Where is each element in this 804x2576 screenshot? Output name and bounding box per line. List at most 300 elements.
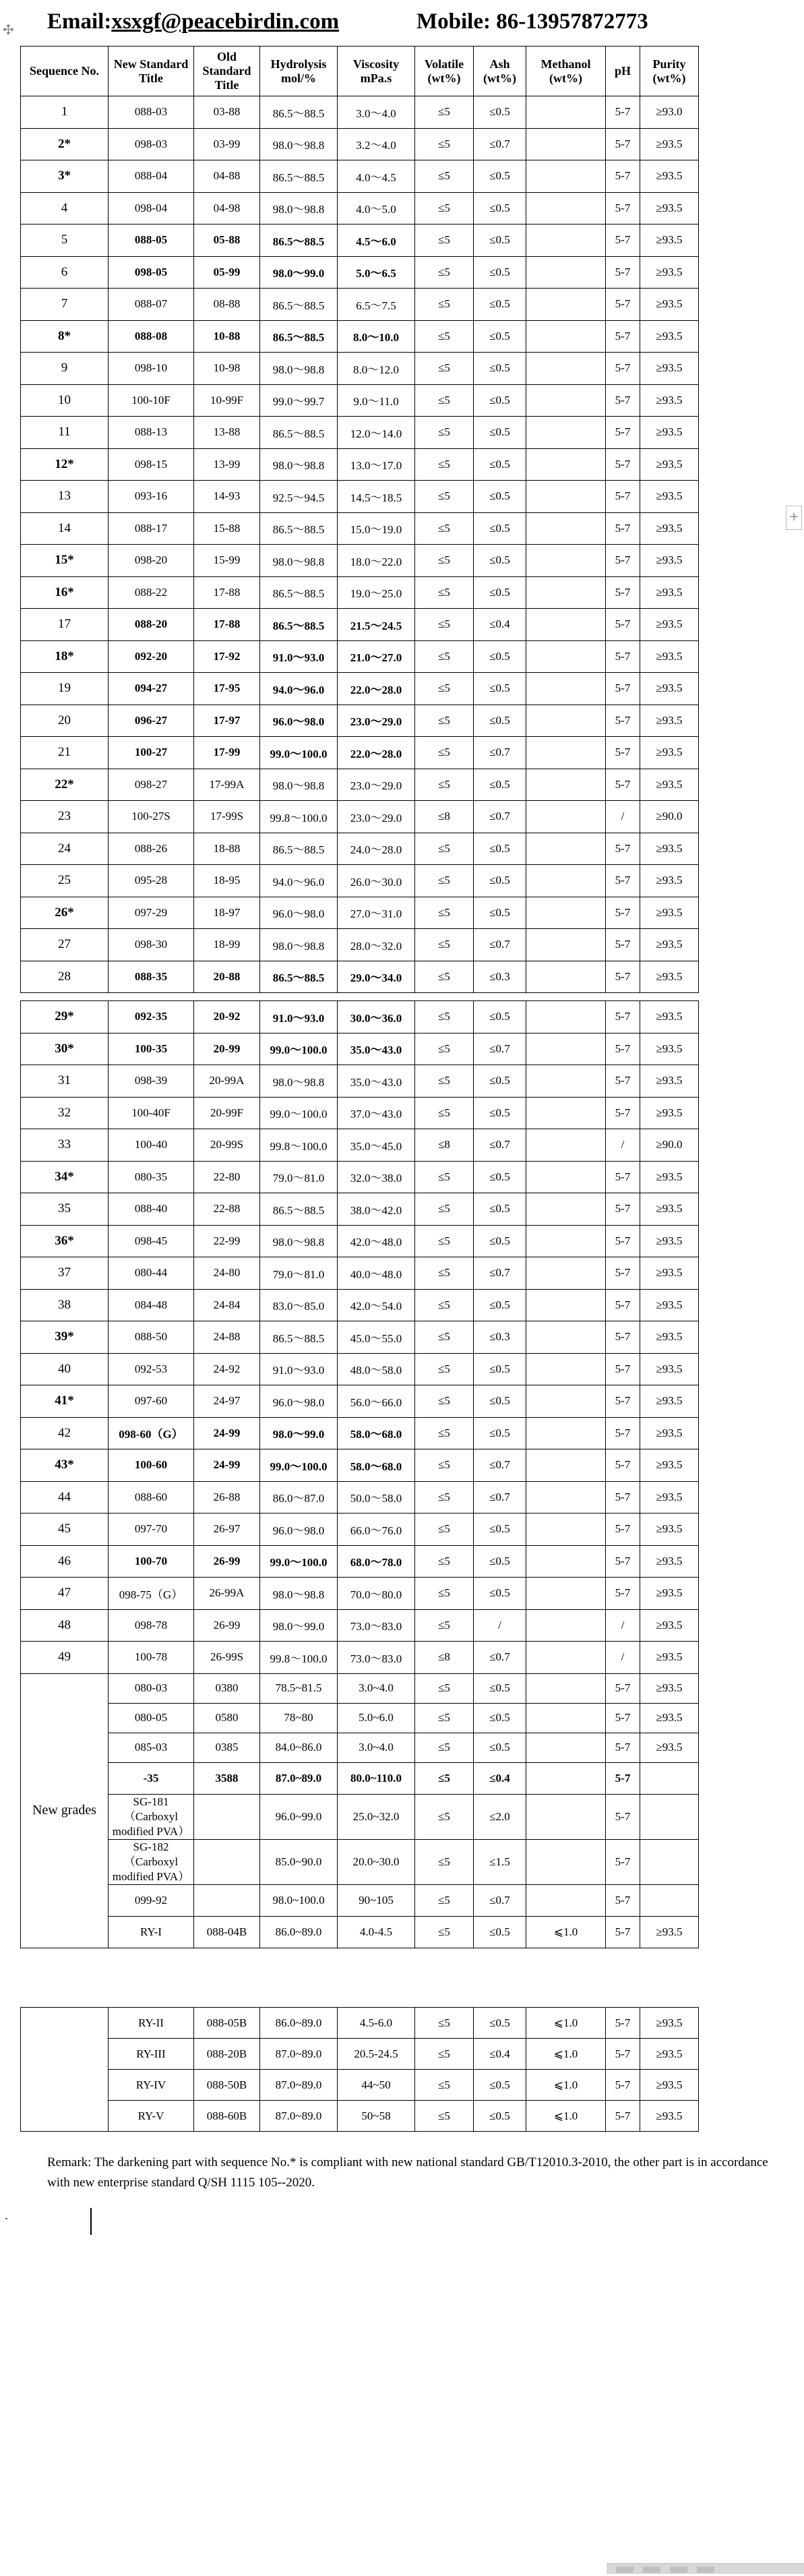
email-link[interactable]: xsxgf@peacebirdin.com bbox=[111, 9, 340, 34]
new-title-cell: 098-60（G） bbox=[109, 1417, 194, 1449]
sequence-cell: 49 bbox=[21, 1642, 109, 1674]
new-grade-row bbox=[21, 1733, 699, 1762]
new-title-cell: 098-45 bbox=[109, 1225, 194, 1257]
ash-cell: ≤0.5 bbox=[474, 289, 526, 321]
new-title-cell: 092-20 bbox=[109, 640, 194, 673]
methanol-cell bbox=[526, 1839, 606, 1884]
table-row bbox=[21, 1385, 699, 1418]
old-title-cell: 18-88 bbox=[194, 833, 260, 865]
volatile-cell: ≤5 bbox=[415, 1033, 474, 1065]
hydrolysis-cell: 86.5～88.5 bbox=[260, 417, 338, 449]
ash-cell: ≤0.4 bbox=[474, 2039, 526, 2070]
viscosity-cell: 68.0～78.0 bbox=[338, 1545, 415, 1578]
table-row bbox=[21, 1097, 699, 1129]
purity-cell: ≥93.5 bbox=[640, 897, 699, 929]
new-title-cell: 098-15 bbox=[109, 448, 194, 481]
new-title-cell: RY-IV bbox=[109, 2070, 194, 2101]
table-row bbox=[21, 833, 699, 865]
ash-cell: ≤0.7 bbox=[474, 1449, 526, 1482]
viscosity-cell: 29.0～34.0 bbox=[338, 961, 415, 993]
volatile-cell: ≤5 bbox=[415, 2101, 474, 2132]
volatile-cell: ≤5 bbox=[415, 481, 474, 513]
viscosity-cell: 23.0～29.0 bbox=[338, 769, 415, 801]
hydrolysis-cell: 91.0～93.0 bbox=[260, 1001, 338, 1034]
volatile-cell: ≤5 bbox=[415, 289, 474, 321]
purity-cell: ≥93.5 bbox=[640, 1481, 699, 1514]
old-title-cell: 10-99F bbox=[194, 384, 260, 417]
old-title-cell: 17-99 bbox=[194, 737, 260, 769]
sequence-header: Sequence No. bbox=[21, 47, 109, 96]
methanol-cell bbox=[526, 801, 606, 833]
old-title-cell: 0580 bbox=[194, 1703, 260, 1733]
new-title-cell: SG-181（Carboxyl modified PVA） bbox=[109, 1794, 194, 1839]
viscosity-cell: 3.0～4.0 bbox=[338, 96, 415, 129]
volatile-cell: ≤5 bbox=[415, 1884, 474, 1916]
ph-cell: 5-7 bbox=[606, 1289, 640, 1321]
viscosity-cell: 3.0~4.0 bbox=[338, 1733, 415, 1762]
table-row bbox=[21, 1449, 699, 1482]
new-title-cell: 088-20 bbox=[109, 609, 194, 641]
volatile-cell: ≤5 bbox=[415, 128, 474, 160]
new-title-cell: 098-75（G） bbox=[109, 1578, 194, 1610]
table-row bbox=[21, 1578, 699, 1610]
sequence-cell: 44 bbox=[21, 1481, 109, 1514]
sequence-cell: 10 bbox=[21, 384, 109, 417]
table-row bbox=[21, 128, 699, 160]
volatile-cell: ≤5 bbox=[415, 1794, 474, 1839]
purity-cell: ≥93.5 bbox=[640, 1033, 699, 1065]
old-title-cell: 24-92 bbox=[194, 1353, 260, 1385]
hydrolysis-cell: 86.5～88.5 bbox=[260, 833, 338, 865]
hydrolysis-cell: 87.0~89.0 bbox=[260, 2039, 338, 2070]
viscosity-cell: 12.0～14.0 bbox=[338, 417, 415, 449]
old-title-cell: 22-80 bbox=[194, 1161, 260, 1193]
viscosity-cell: 14.5～18.5 bbox=[338, 481, 415, 513]
sequence-cell: 21 bbox=[21, 737, 109, 769]
status-indicator[interactable] bbox=[670, 2567, 687, 2573]
volatile-cell: ≤5 bbox=[415, 1097, 474, 1129]
ph-cell: 5-7 bbox=[606, 1193, 640, 1226]
volatile-cell: ≤8 bbox=[415, 1642, 474, 1674]
viscosity-cell: 4.0～4.5 bbox=[338, 160, 415, 193]
volatile-cell: ≤5 bbox=[415, 2070, 474, 2101]
volatile-cell: ≤5 bbox=[415, 1193, 474, 1226]
sequence-cell: 34* bbox=[21, 1161, 109, 1193]
sequence-cell: 38 bbox=[21, 1289, 109, 1321]
methanol-cell bbox=[526, 448, 606, 481]
ash-cell: ≤0.5 bbox=[474, 1673, 526, 1703]
old-title-cell bbox=[194, 1884, 260, 1916]
purity-cell: ≥93.5 bbox=[640, 1449, 699, 1482]
purity-cell: ≥93.5 bbox=[640, 865, 699, 897]
methanol-cell bbox=[526, 673, 606, 705]
ph-cell: / bbox=[606, 801, 640, 833]
ash-cell: ≤0.5 bbox=[474, 1225, 526, 1257]
viscosity-cell: 21.5～24.5 bbox=[338, 609, 415, 641]
purity-cell bbox=[640, 1884, 699, 1916]
old-title-cell: 18-97 bbox=[194, 897, 260, 929]
table-row bbox=[21, 2070, 699, 2101]
ash-cell: ≤0.5 bbox=[474, 545, 526, 577]
hydrolysis-cell: 99.0～99.7 bbox=[260, 384, 338, 417]
ph-cell: 5-7 bbox=[606, 1839, 640, 1884]
new-title-cell: 088-50 bbox=[109, 1321, 194, 1354]
hydrolysis-cell: 99.0～100.0 bbox=[260, 1097, 338, 1129]
purity-cell: ≥93.5 bbox=[640, 128, 699, 160]
ph-header: pH bbox=[606, 47, 640, 96]
old-title-header: Old Standard Title bbox=[194, 47, 260, 96]
hydrolysis-cell: 99.0～100.0 bbox=[260, 1545, 338, 1578]
ph-cell: 5-7 bbox=[606, 1703, 640, 1733]
status-indicator[interactable] bbox=[697, 2567, 714, 2573]
new-title-cell: SG-182（Carboxyl modified PVA） bbox=[109, 1839, 194, 1884]
new-title-cell: 088-13 bbox=[109, 417, 194, 449]
volatile-cell: ≤5 bbox=[415, 576, 474, 609]
ash-cell: ≤0.7 bbox=[474, 1884, 526, 1916]
sequence-cell: 27 bbox=[21, 929, 109, 961]
purity-cell: ≥93.5 bbox=[640, 1161, 699, 1193]
purity-cell: ≥93.5 bbox=[640, 1065, 699, 1098]
methanol-cell bbox=[526, 769, 606, 801]
table-row bbox=[21, 353, 699, 385]
volatile-cell: ≤5 bbox=[415, 160, 474, 193]
table-row bbox=[21, 640, 699, 673]
volatile-cell: ≤5 bbox=[415, 1385, 474, 1418]
hydrolysis-cell: 86.0~89.0 bbox=[260, 2008, 338, 2039]
purity-cell: ≥93.5 bbox=[640, 320, 699, 353]
ph-cell: 5-7 bbox=[606, 224, 640, 257]
methanol-cell bbox=[526, 737, 606, 769]
mobile-number: Mobile: 86-13957872773 bbox=[416, 9, 648, 34]
viscosity-cell: 6.5～7.5 bbox=[338, 289, 415, 321]
volatile-cell: ≤8 bbox=[415, 1129, 474, 1162]
text-cursor[interactable] bbox=[90, 2208, 92, 2235]
viscosity-cell: 73.0～83.0 bbox=[338, 1609, 415, 1642]
ph-cell: 5-7 bbox=[606, 705, 640, 737]
new-title-cell: 098-05 bbox=[109, 256, 194, 289]
volatile-cell: ≤5 bbox=[415, 448, 474, 481]
sequence-cell: 8* bbox=[21, 320, 109, 353]
old-title-cell bbox=[194, 1794, 260, 1839]
ash-cell: ≤0.7 bbox=[474, 1129, 526, 1162]
table-move-handle-icon[interactable]: ✣ bbox=[3, 22, 14, 38]
purity-cell: ≥93.5 bbox=[640, 1642, 699, 1674]
purity-cell: ≥93.5 bbox=[640, 353, 699, 385]
email-line bbox=[47, 9, 339, 34]
ph-cell: 5-7 bbox=[606, 545, 640, 577]
ph-cell: 5-7 bbox=[606, 1001, 640, 1034]
ash-cell: ≤0.5 bbox=[474, 160, 526, 193]
volatile-cell: ≤5 bbox=[415, 1001, 474, 1034]
methanol-cell bbox=[526, 384, 606, 417]
sequence-cell: 15* bbox=[21, 545, 109, 577]
old-title-cell: 03-99 bbox=[194, 128, 260, 160]
ash-cell: ≤0.5 bbox=[474, 2008, 526, 2039]
old-title-cell: 0385 bbox=[194, 1733, 260, 1762]
methanol-cell bbox=[526, 1161, 606, 1193]
viscosity-cell: 22.0～28.0 bbox=[338, 673, 415, 705]
new-title-cell: 100-40 bbox=[109, 1129, 194, 1162]
ph-cell: 5-7 bbox=[606, 2070, 640, 2101]
purity-cell: ≥93.5 bbox=[640, 833, 699, 865]
new-title-cell: 088-35 bbox=[109, 961, 194, 993]
methanol-cell bbox=[526, 1225, 606, 1257]
hydrolysis-cell: 98.0～98.8 bbox=[260, 1225, 338, 1257]
sequence-cell: 24 bbox=[21, 833, 109, 865]
purity-cell: ≥93.5 bbox=[640, 2008, 699, 2039]
old-title-cell: 20-99A bbox=[194, 1065, 260, 1098]
purity-cell: ≥93.5 bbox=[640, 1916, 699, 1948]
methanol-cell bbox=[526, 1065, 606, 1098]
volatile-cell: ≤5 bbox=[415, 833, 474, 865]
purity-cell: ≥93.5 bbox=[640, 1385, 699, 1418]
ash-cell: / bbox=[474, 1609, 526, 1642]
ash-cell: ≤0.5 bbox=[474, 705, 526, 737]
new-grade-row bbox=[21, 1916, 699, 1948]
purity-cell: ≥93.5 bbox=[640, 1417, 699, 1449]
old-title-cell: 0380 bbox=[194, 1673, 260, 1703]
old-title-cell: 24-99 bbox=[194, 1417, 260, 1449]
new-title-cell: 080-35 bbox=[109, 1161, 194, 1193]
hydrolysis-cell: 99.0～100.0 bbox=[260, 737, 338, 769]
ph-cell: 5-7 bbox=[606, 640, 640, 673]
methanol-cell bbox=[526, 1001, 606, 1034]
volatile-cell: ≤8 bbox=[415, 801, 474, 833]
volatile-cell: ≤5 bbox=[415, 320, 474, 353]
ph-cell: 5-7 bbox=[606, 384, 640, 417]
table-row bbox=[21, 1065, 699, 1098]
methanol-cell bbox=[526, 1642, 606, 1674]
methanol-cell: ⩽1.0 bbox=[526, 2101, 606, 2132]
volatile-cell: ≤5 bbox=[415, 769, 474, 801]
methanol-cell bbox=[526, 1481, 606, 1514]
remark-note: Remark: The darkening part with sequence No.* is compliant with new national standard GB/T12010.3-2010, the other part is in accordance with new enterprise standard Q/SH 1115 105--2020. bbox=[47, 2155, 768, 2190]
hydrolysis-cell: 86.5～88.5 bbox=[260, 576, 338, 609]
purity-cell: ≥93.5 bbox=[640, 929, 699, 961]
ash-cell: ≤0.5 bbox=[474, 2101, 526, 2132]
new-title-cell: 095-28 bbox=[109, 865, 194, 897]
methanol-cell bbox=[526, 1353, 606, 1385]
old-title-cell: 20-92 bbox=[194, 1001, 260, 1034]
hydrolysis-cell: 86.5～88.5 bbox=[260, 320, 338, 353]
table-row bbox=[21, 929, 699, 961]
purity-cell bbox=[640, 1762, 699, 1794]
hydrolysis-cell: 98.0～98.8 bbox=[260, 192, 338, 224]
methanol-cell bbox=[526, 256, 606, 289]
ph-cell: / bbox=[606, 1609, 640, 1642]
ph-cell: 5-7 bbox=[606, 512, 640, 545]
hydrolysis-cell: 83.0～85.0 bbox=[260, 1289, 338, 1321]
table-row bbox=[21, 897, 699, 929]
sequence-cell: 22* bbox=[21, 769, 109, 801]
ash-cell: ≤0.5 bbox=[474, 1385, 526, 1418]
purity-header: Purity (wt%) bbox=[640, 47, 699, 96]
ph-cell: 5-7 bbox=[606, 961, 640, 993]
new-grades-label: New grades bbox=[21, 1673, 109, 1948]
old-title-cell: 26-88 bbox=[194, 1481, 260, 1514]
viscosity-cell: 73.0～83.0 bbox=[338, 1642, 415, 1674]
status-indicator[interactable] bbox=[616, 2567, 633, 2573]
volatile-cell: ≤5 bbox=[415, 1545, 474, 1578]
sequence-cell: 28 bbox=[21, 961, 109, 993]
ph-cell: 5-7 bbox=[606, 128, 640, 160]
ash-cell: ≤0.4 bbox=[474, 609, 526, 641]
table-row bbox=[21, 737, 699, 769]
table-row bbox=[21, 1001, 699, 1034]
sequence-cell: 7 bbox=[21, 289, 109, 321]
viscosity-cell: 44~50 bbox=[338, 2070, 415, 2101]
ph-cell: 5-7 bbox=[606, 1225, 640, 1257]
email-label: Email: bbox=[47, 9, 112, 34]
ph-cell: 5-7 bbox=[606, 256, 640, 289]
new-title-cell: 098-78 bbox=[109, 1609, 194, 1642]
new-title-cell: 088-40 bbox=[109, 1193, 194, 1226]
ash-cell: ≤0.5 bbox=[474, 1703, 526, 1733]
viscosity-cell: 22.0～28.0 bbox=[338, 737, 415, 769]
new-title-cell: 100-35 bbox=[109, 1033, 194, 1065]
table-row bbox=[21, 673, 699, 705]
viscosity-cell: 80.0~110.0 bbox=[338, 1762, 415, 1794]
table-row bbox=[21, 801, 699, 833]
volatile-cell: ≤5 bbox=[415, 1609, 474, 1642]
hydrolysis-cell: 98.0～98.8 bbox=[260, 448, 338, 481]
ash-cell: ≤0.5 bbox=[474, 1001, 526, 1034]
ash-cell: ≤0.5 bbox=[474, 2070, 526, 2101]
viscosity-cell: 37.0～43.0 bbox=[338, 1097, 415, 1129]
hydrolysis-cell: 86.5～88.5 bbox=[260, 96, 338, 129]
new-grade-row bbox=[21, 1703, 699, 1733]
volatile-cell: ≤5 bbox=[415, 640, 474, 673]
table-row bbox=[21, 1129, 699, 1162]
ash-cell: ≤0.7 bbox=[474, 801, 526, 833]
purity-cell: ≥93.5 bbox=[640, 1673, 699, 1703]
old-title-cell: 20-88 bbox=[194, 961, 260, 993]
viscosity-cell: 5.0～6.5 bbox=[338, 256, 415, 289]
table-row bbox=[21, 256, 699, 289]
methanol-cell: ⩽1.0 bbox=[526, 2070, 606, 2101]
new-title-cell: 088-05 bbox=[109, 224, 194, 257]
old-title-cell: 15-99 bbox=[194, 545, 260, 577]
purity-cell: ≥93.5 bbox=[640, 160, 699, 193]
viscosity-cell: 45.0～55.0 bbox=[338, 1321, 415, 1354]
ash-cell: ≤0.7 bbox=[474, 1642, 526, 1674]
old-title-cell: 20-99F bbox=[194, 1097, 260, 1129]
ph-cell: 5-7 bbox=[606, 737, 640, 769]
purity-cell: ≥93.5 bbox=[640, 2070, 699, 2101]
purity-cell: ≥93.5 bbox=[640, 545, 699, 577]
sequence-cell: 47 bbox=[21, 1578, 109, 1610]
purity-cell: ≥93.5 bbox=[640, 609, 699, 641]
methanol-cell bbox=[526, 1097, 606, 1129]
volatile-cell: ≤5 bbox=[415, 1225, 474, 1257]
methanol-cell bbox=[526, 1733, 606, 1762]
new-title-cell: 088-26 bbox=[109, 833, 194, 865]
table-row bbox=[21, 417, 699, 449]
old-title-cell: 17-99S bbox=[194, 801, 260, 833]
methanol-cell bbox=[526, 1514, 606, 1546]
purity-cell: ≥93.5 bbox=[640, 1257, 699, 1290]
hydrolysis-cell: 94.0～96.0 bbox=[260, 865, 338, 897]
methanol-cell bbox=[526, 1673, 606, 1703]
ash-cell: ≤2.0 bbox=[474, 1794, 526, 1839]
ash-cell: ≤0.4 bbox=[474, 1762, 526, 1794]
hydrolysis-cell: 87.0~89.0 bbox=[260, 2070, 338, 2101]
status-indicator[interactable] bbox=[643, 2567, 660, 2573]
hydrolysis-cell: 98.0～99.0 bbox=[260, 1609, 338, 1642]
viscosity-cell: 25.0~32.0 bbox=[338, 1794, 415, 1839]
purity-cell: ≥93.5 bbox=[640, 1733, 699, 1762]
viscosity-header: Viscosity mPa.s bbox=[338, 47, 415, 96]
methanol-cell bbox=[526, 289, 606, 321]
methanol-cell bbox=[526, 705, 606, 737]
ash-cell: ≤0.5 bbox=[474, 96, 526, 129]
new-title-cell: 097-29 bbox=[109, 897, 194, 929]
hydrolysis-cell: 98.0~100.0 bbox=[260, 1884, 338, 1916]
ph-cell: 5-7 bbox=[606, 1385, 640, 1418]
old-title-cell: 088-50B bbox=[194, 2070, 260, 2101]
methanol-cell bbox=[526, 609, 606, 641]
sequence-cell: 43* bbox=[21, 1449, 109, 1482]
new-title-cell: 085-03 bbox=[109, 1733, 194, 1762]
methanol-cell bbox=[526, 1578, 606, 1610]
methanol-cell bbox=[526, 192, 606, 224]
sequence-cell: 31 bbox=[21, 1065, 109, 1098]
new-title-cell: 098-03 bbox=[109, 128, 194, 160]
old-title-cell: 17-92 bbox=[194, 640, 260, 673]
viscosity-cell: 20.0~30.0 bbox=[338, 1839, 415, 1884]
old-title-cell: 10-98 bbox=[194, 353, 260, 385]
ph-cell: 5-7 bbox=[606, 1449, 640, 1482]
ash-cell: ≤0.5 bbox=[474, 1161, 526, 1193]
hydrolysis-cell: 98.0～99.0 bbox=[260, 1417, 338, 1449]
new-title-cell: 097-60 bbox=[109, 1385, 194, 1418]
ash-cell: ≤0.5 bbox=[474, 384, 526, 417]
viscosity-cell: 30.0～36.0 bbox=[338, 1001, 415, 1034]
viscosity-cell: 4.0～5.0 bbox=[338, 192, 415, 224]
methanol-cell bbox=[526, 1385, 606, 1418]
ash-cell: ≤0.5 bbox=[474, 448, 526, 481]
sequence-cell: 35 bbox=[21, 1193, 109, 1226]
hydrolysis-cell: 84.0~86.0 bbox=[260, 1733, 338, 1762]
ash-cell: ≤0.5 bbox=[474, 833, 526, 865]
sequence-cell: 12* bbox=[21, 448, 109, 481]
old-title-cell: 26-99 bbox=[194, 1545, 260, 1578]
new-title-cell: 092-35 bbox=[109, 1001, 194, 1034]
purity-cell: ≥93.5 bbox=[640, 417, 699, 449]
ash-cell: ≤0.5 bbox=[474, 673, 526, 705]
add-column-handle-icon[interactable]: + bbox=[786, 506, 802, 530]
table-row bbox=[21, 865, 699, 897]
methanol-cell bbox=[526, 1193, 606, 1226]
volatile-cell: ≤5 bbox=[415, 1289, 474, 1321]
hydrolysis-cell: 98.0～98.8 bbox=[260, 128, 338, 160]
hydrolysis-cell: 98.0～98.8 bbox=[260, 545, 338, 577]
sequence-cell: 20 bbox=[21, 705, 109, 737]
ph-cell: 5-7 bbox=[606, 1417, 640, 1449]
volatile-cell: ≤5 bbox=[415, 96, 474, 129]
ph-cell: 5-7 bbox=[606, 609, 640, 641]
old-title-cell: 24-97 bbox=[194, 1385, 260, 1418]
hydrolysis-cell: 79.0～81.0 bbox=[260, 1257, 338, 1290]
ash-cell: ≤0.7 bbox=[474, 1033, 526, 1065]
ph-cell: 5-7 bbox=[606, 1733, 640, 1762]
ash-cell: ≤0.5 bbox=[474, 1289, 526, 1321]
hydrolysis-cell: 98.0～98.8 bbox=[260, 929, 338, 961]
ph-cell: 5-7 bbox=[606, 1794, 640, 1839]
hydrolysis-cell: 86.5～88.5 bbox=[260, 224, 338, 257]
ph-cell: 5-7 bbox=[606, 1916, 640, 1948]
purity-cell: ≥93.5 bbox=[640, 512, 699, 545]
